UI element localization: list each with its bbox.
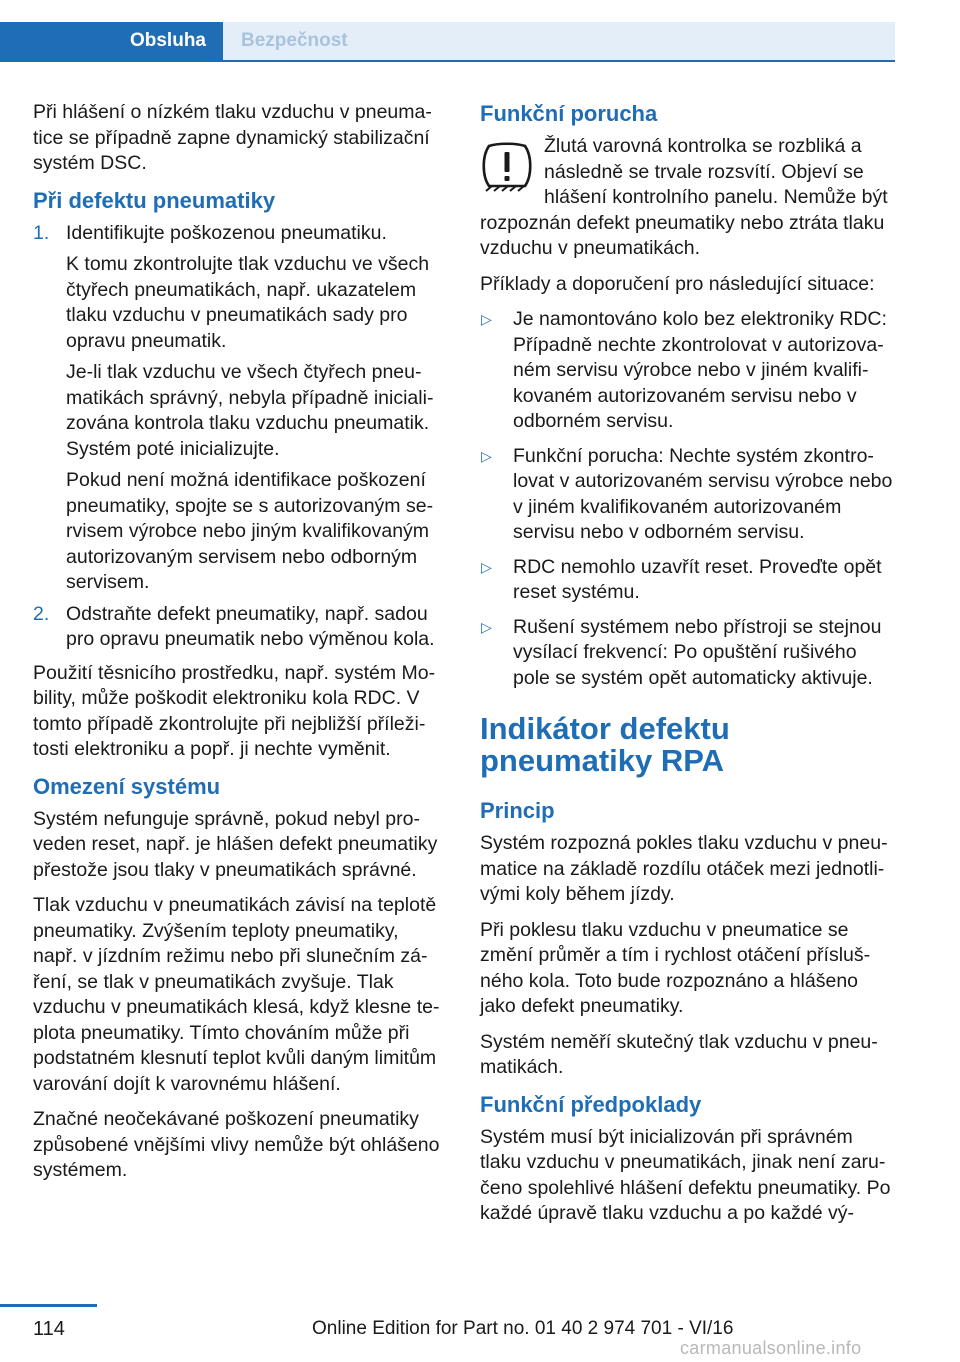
page-number: 114 xyxy=(33,1318,65,1340)
step-item xyxy=(33,602,448,653)
step-text: Pokud není možná identifikace poškození pneumatiky, spojte se s autorizovaným servisem výrobce nebo jiným kvalifikovaným autorizovaným servisem nebo odborným servisem. xyxy=(66,469,434,593)
footer-divider xyxy=(0,1304,97,1307)
section-heading-defect: Při defektu pneumatiky xyxy=(33,187,276,213)
principle-paragraph: Při poklesu tlaku vzduchu v pneumatice se změní průměr a tím i rychlost otáčení příslušného kola. Toto bude rozpoznáno a hlášeno jako defekt pneumatiky. xyxy=(480,918,871,1017)
list-item-text: RDC nemohlo uzavřít reset. Proveďte opět reset systému. xyxy=(513,555,882,603)
list-item xyxy=(480,555,898,606)
step-number: 1. xyxy=(33,221,50,244)
tab-obsluha[interactable]: Obsluha xyxy=(0,22,223,60)
prerequisites-paragraph: Systém musí být inicializován při správném tlaku vzduchu v pneumatikách, jinak není zaručeno spolehlivé hlášení defektu pneumatiky. Po každé úpravě tlaku vzduchu a po každé vý- xyxy=(480,1125,891,1224)
examples-intro: Příklady a doporučení pro následující situace: xyxy=(480,272,875,295)
list-item-text: Funkční porucha: Nechte systém zkontrolovat v autorizovaném servisu výrobce nebo v jiném kvalifikovaném autorizovaném servisu nebo v odborném servisu. xyxy=(513,444,893,543)
header-tabs xyxy=(0,0,895,62)
section-heading-principle: Princip xyxy=(480,798,555,823)
defect-steps xyxy=(33,221,448,653)
edition-text: Online Edition for Part no. 01 40 2 974 701 - VI/16 xyxy=(312,1318,734,1339)
section-heading-fault: Funkční porucha xyxy=(480,101,658,126)
intro-paragraph: Při hlášení o nízkém tlaku vzduchu v pneumatice se případně zapne dynamický stabilizační systém DSC. xyxy=(33,101,432,174)
tab-bezpecnost[interactable]: Bezpečnost xyxy=(223,22,895,60)
limits-paragraph: Tlak vzduchu v pneumatikách závisí na teplotě pneumatiky. Zvýšením teploty pneumatiky, např. v jízdním režimu nebo při slunečním záření, se tlak v pneumatikách zvyšuje. Tlak vzduchu v pneumatikách klesá, když klesne teplota pneumatiky. Tímto chováním může při podstatném klesnutí teplot kvůli daným limitům varování dojít k varovnému hlášení. xyxy=(33,894,440,1095)
list-item-text: Je namontováno kolo bez elektroniky RDC: Případně nechte zkontrolovat v autorizovaném servisu výrobce nebo v jiném kvalifikovaném autorizovaném servisu nebo v odborném servisu. xyxy=(513,308,887,432)
list-item xyxy=(480,615,898,692)
step-text: Odstraňte defekt pneumatiky, např. sadou pro opravu pneumatik nebo výměnou kola. xyxy=(66,602,435,650)
step-text: Je-li tlak vzduchu ve všech čtyřech pneumatikách správný, nebyla případně inicializována kontrola tlaku vzduchu pneumatik. Systém poté inicializujte. xyxy=(66,361,434,460)
step-text: K tomu zkontrolujte tlak vzduchu ve všech čtyřech pneumatikách, např. ukazatelem tlaku vzduchu v pneumatikách sady pro opravu pneumatik. xyxy=(66,253,430,352)
triangle-bullet-icon: ▷ xyxy=(481,447,492,464)
left-column xyxy=(33,100,448,1194)
situation-list xyxy=(480,307,898,691)
header-divider xyxy=(0,60,895,62)
list-item-text: Rušení systémem nebo přístroji se stejnou vysílací frekvencí: Po opuštění rušivého pole se systém opět automaticky aktivuje. xyxy=(513,615,882,689)
triangle-bullet-icon: ▷ xyxy=(481,558,492,575)
fault-block xyxy=(480,134,898,262)
section-heading-prerequisites: Funkční předpoklady xyxy=(480,1091,702,1117)
principle-paragraph: Systém neměří skutečný tlak vzduchu v pneumatikách. xyxy=(480,1030,878,1078)
triangle-bullet-icon: ▷ xyxy=(481,618,492,635)
chapter-heading-rpa: Indikátor defektu pneumatiky RPA xyxy=(480,711,730,778)
step-text: Identifikujte poškozenou pneumatiku. xyxy=(66,221,387,244)
principle-paragraph: Systém rozpozná pokles tlaku vzduchu v pneumatice na základě rozdílu otáček mezi jednotlivými koly během jízdy. xyxy=(480,832,888,905)
section-heading-limits: Omezení systému xyxy=(33,773,221,799)
tire-pressure-warning-icon xyxy=(480,138,534,194)
step-item xyxy=(33,221,448,596)
fault-paragraph: Žlutá varovná kontrolka se rozbliká a následně se trvale rozsvítí. Objeví se hlášení kontrolního panelu. Nemůže být rozpoznán defekt pneumatiky nebo ztráta tlaku vzduchu v pneumatikách. xyxy=(480,135,888,259)
limits-paragraph: Systém nefunguje správně, pokud nebyl proveden reset, např. je hlášen defekt pneumatiky přestože jsou tlaky v pneumatikách správné. xyxy=(33,807,438,881)
triangle-bullet-icon: ▷ xyxy=(481,311,492,327)
limits-paragraph: Značné neočekávané poškození pneumatiky způsobené vnějšími vlivy nemůže být ohlášeno systémem. xyxy=(33,1108,440,1181)
list-item xyxy=(480,307,898,435)
sealant-paragraph: Použití těsnicího prostředku, např. systém Mobility, může poškodit elektroniku kola RDC. V tomto případě zkontrolujte při nejbližší příležitosti elektroniku a popř. ji nechte vyměnit. xyxy=(33,661,436,760)
list-item xyxy=(480,444,898,546)
right-column xyxy=(480,100,898,1237)
watermark: carmanualsonline.info xyxy=(680,1338,862,1358)
step-number: 2. xyxy=(33,602,50,625)
